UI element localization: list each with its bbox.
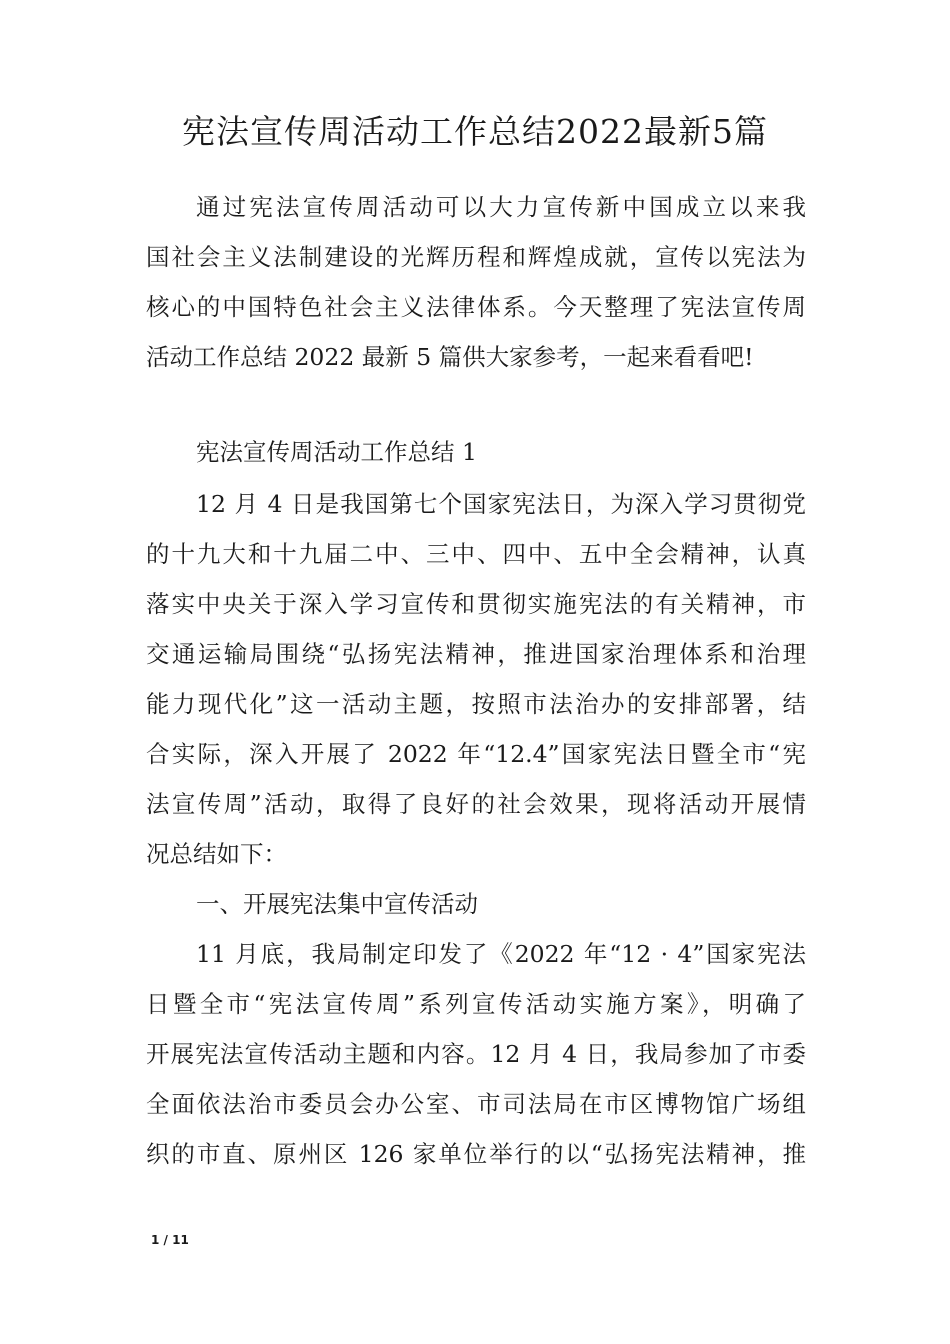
paragraph-line: 开展宪法宣传活动主题和内容。12 月 4 日，我局参加了市委	[146, 1040, 806, 1068]
paragraph-line: 落实中央关于深入学习宣传和贯彻实施宪法的有关精神，市	[146, 590, 806, 618]
page-number: 1 / 11	[151, 1233, 189, 1247]
intro-line: 核心的中国特色社会主义法律体系。今天整理了宪法宣传周	[146, 293, 806, 321]
subheading: 一、开展宪法集中宣传活动	[196, 890, 478, 918]
paragraph-line: 织的市直、原州区 126 家单位举行的以“弘扬宪法精神，推	[146, 1140, 806, 1168]
document-title: 宪法宣传周活动工作总结2022最新5篇	[182, 112, 768, 151]
paragraph-line: 交通运输局围绕“弘扬宪法精神，推进国家治理体系和治理	[146, 640, 806, 668]
paragraph-line: 全面依法治市委员会办公室、市司法局在市区博物馆广场组	[146, 1090, 806, 1118]
paragraph-line: 况总结如下：	[146, 840, 287, 868]
intro-line: 通过宪法宣传周活动可以大力宣传新中国成立以来我	[196, 193, 806, 221]
paragraph-line: 合实际，深入开展了 2022 年“12.4”国家宪法日暨全市“宪	[146, 740, 806, 768]
paragraph-line: 的十九大和十九届二中、三中、四中、五中全会精神，认真	[146, 540, 806, 568]
paragraph-line: 能力现代化”这一活动主题，按照市法治办的安排部署，结	[146, 690, 806, 718]
intro-line: 活动工作总结 2022 最新 5 篇供大家参考，一起来看看吧!	[146, 343, 754, 371]
paragraph-line: 日暨全市“宪法宣传周”系列宣传活动实施方案》，明确了	[146, 990, 806, 1018]
intro-line: 国社会主义法制建设的光辉历程和辉煌成就，宣传以宪法为	[146, 243, 806, 271]
paragraph-line: 11 月底，我局制定印发了《2022 年“12 · 4”国家宪法	[196, 940, 806, 968]
paragraph-line: 法宣传周”活动，取得了良好的社会效果，现将活动开展情	[146, 790, 806, 818]
section-heading: 宪法宣传周活动工作总结 1	[196, 438, 477, 466]
paragraph-line: 12 月 4 日是我国第七个国家宪法日，为深入学习贯彻党	[196, 490, 806, 518]
